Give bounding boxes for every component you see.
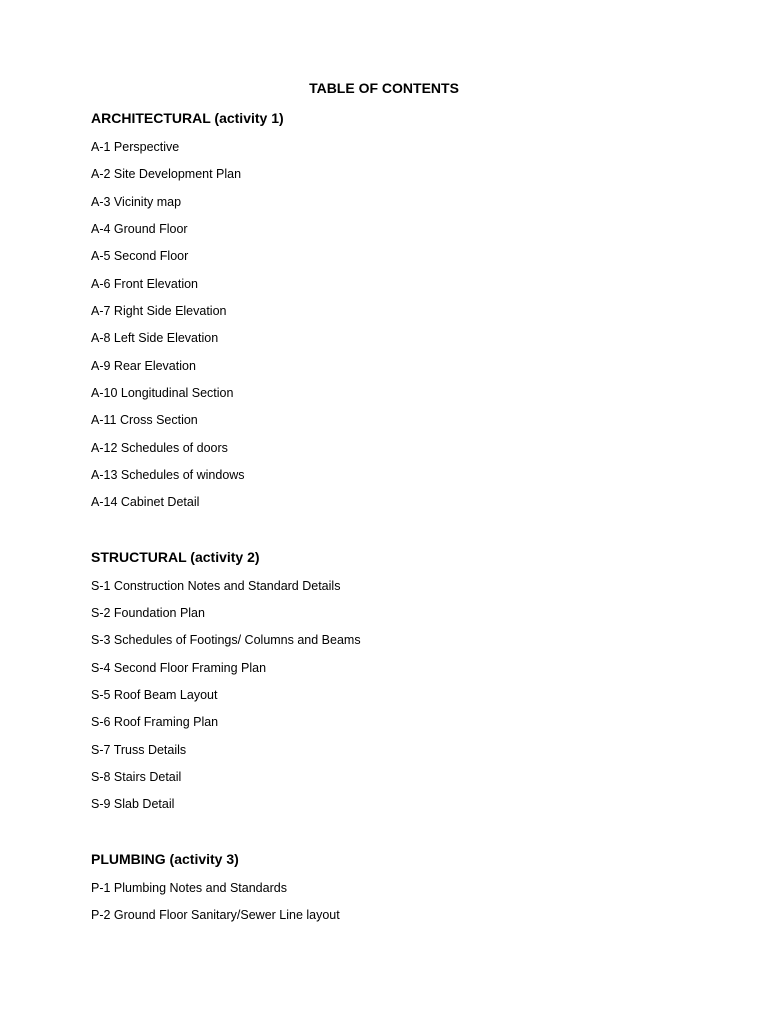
toc-item: A-13 Schedules of windows: [91, 468, 245, 482]
toc-item: S-5 Roof Beam Layout: [91, 688, 218, 702]
toc-item: A-14 Cabinet Detail: [91, 495, 200, 509]
toc-item: S-8 Stairs Detail: [91, 770, 182, 784]
toc-item: A-9 Rear Elevation: [91, 359, 196, 373]
section-heading-structural: STRUCTURAL (activity 2): [91, 549, 260, 565]
toc-item: A-3 Vicinity map: [91, 195, 182, 209]
toc-item: A-6 Front Elevation: [91, 277, 198, 291]
toc-item: S-2 Foundation Plan: [91, 606, 205, 620]
toc-item: S-1 Construction Notes and Standard Details: [91, 579, 341, 593]
toc-item: A-4 Ground Floor: [91, 222, 188, 236]
toc-item: A-1 Perspective: [91, 140, 180, 154]
toc-item: A-12 Schedules of doors: [91, 441, 228, 455]
toc-item: A-2 Site Development Plan: [91, 167, 242, 181]
toc-item: P-1 Plumbing Notes and Standards: [91, 881, 287, 895]
page-title: TABLE OF CONTENTS: [309, 80, 459, 96]
toc-item: P-2 Ground Floor Sanitary/Sewer Line layout: [91, 908, 340, 922]
section-heading-plumbing: PLUMBING (activity 3): [91, 851, 239, 867]
toc-item: S-3 Schedules of Footings/ Columns and Beams: [91, 633, 361, 647]
toc-item: A-7 Right Side Elevation: [91, 304, 227, 318]
section-heading-architectural: ARCHITECTURAL (activity 1): [91, 110, 284, 126]
toc-item: A-5 Second Floor: [91, 249, 189, 263]
toc-item: A-11 Cross Section: [91, 413, 198, 427]
toc-item: S-4 Second Floor Framing Plan: [91, 661, 267, 675]
toc-item: A-10 Longitudinal Section: [91, 386, 234, 400]
toc-item: S-7 Truss Details: [91, 743, 187, 757]
toc-item: S-6 Roof Framing Plan: [91, 715, 219, 729]
toc-item: A-8 Left Side Elevation: [91, 331, 219, 345]
toc-item: S-9 Slab Detail: [91, 797, 175, 811]
